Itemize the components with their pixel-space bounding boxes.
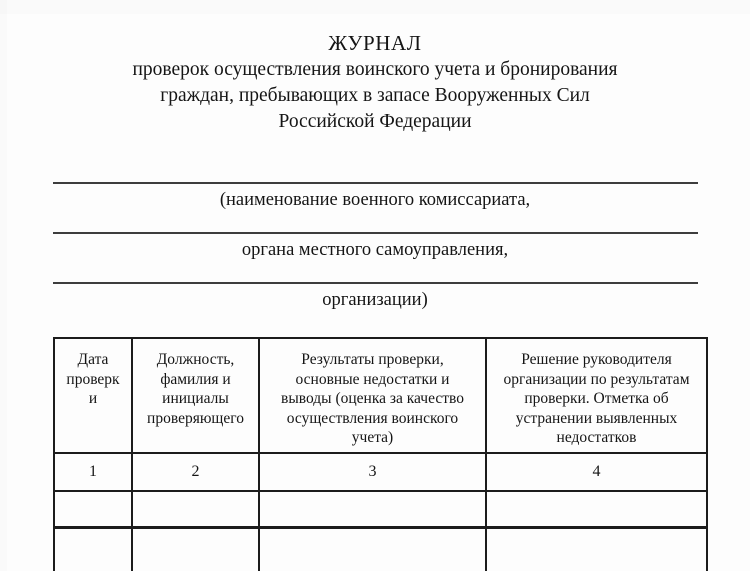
fill-in-caption-organization: организации) [322,290,428,310]
table-header-cell-date: Дата проверк и [54,338,132,453]
title-block [0,0,750,135]
fill-in-block [0,182,750,312]
inspections-table [53,337,708,571]
column-number-cell: 4 [486,453,707,491]
fill-in-entry [0,232,750,262]
table-row-empty [54,528,707,571]
fill-in-caption-commissariat: (наименование военного комиссариата, [219,190,531,210]
table-header-cell-decision: Решение руководителя организации по результатам проверки. Отметка об устранении выявленных недостатков [486,338,707,453]
column-number-cell: 3 [259,453,486,491]
fill-in-caption-local-government: органа местного самоуправления, [241,240,509,260]
column-number-row [54,453,707,491]
table-body [54,453,707,571]
table-cell [486,491,707,528]
column-number-cell: 1 [54,453,132,491]
table-cell [132,528,259,571]
column-number-cell: 2 [132,453,259,491]
table-cell [132,491,259,528]
table-header-cell-results: Результаты проверки, основные недостатки и выводы (оценка за качество осуществления воинского учета) [259,338,486,453]
table-cell [54,491,132,528]
fill-in-entry [0,182,750,212]
document-title: ЖУРНАЛ [328,31,422,55]
table-cell [259,491,486,528]
table-header-cell-inspector: Должность, фамилия и инициалы проверяющего [132,338,259,453]
table-cell [259,528,486,571]
table-cell [54,528,132,571]
fill-in-entry [0,282,750,312]
table-cell [486,528,707,571]
table-header-row [54,338,707,453]
document-subtitle: проверок осуществления воинского учета и бронирования граждан, пребывающих в запасе Вооруженных Сил Российской Федерации [132,59,618,132]
table-row-empty [54,491,707,528]
